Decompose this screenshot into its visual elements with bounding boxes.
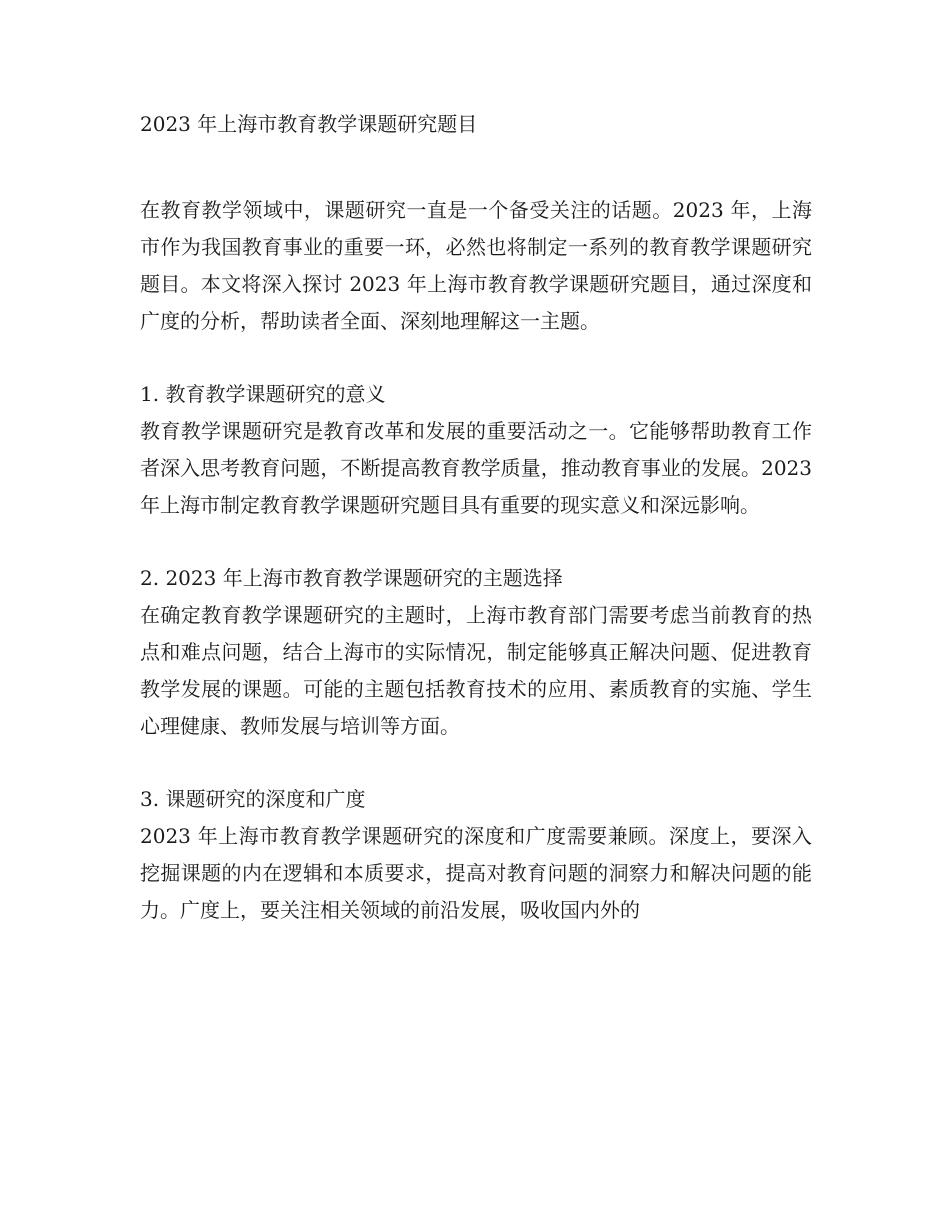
section-heading: 2. 2023 年上海市教育教学课题研究的主题选择 — [140, 566, 563, 590]
intro-paragraph: 在教育教学领域中，课题研究一直是一个备受关注的话题。2023 年，上海市作为我国教育事业的重要一环，必然也将制定一系列的教育教学课题研究题目。本文将深入探讨 2023 年上海市教育教学课题研究题目，通过深度和广度的分析，帮助读者全面、深刻地理解这一主题。 — [140, 198, 812, 333]
section-body: 教育教学课题研究是教育改革和发展的重要活动之一。它能够帮助教育工作者深入思考教育问题，不断提高教育教学质量，推动教育事业的发展。2023 年上海市制定教育教学课题研究题目具有重要的现实意义和深远影响。 — [140, 419, 812, 517]
section-depth-breadth — [140, 781, 812, 929]
section-heading: 3. 课题研究的深度和广度 — [140, 787, 366, 811]
document-content — [140, 104, 812, 929]
section-heading: 1. 教育教学课题研究的意义 — [140, 382, 386, 406]
document-title: 2023 年上海市教育教学课题研究题目 — [140, 112, 478, 136]
section-body: 2023 年上海市教育教学课题研究的深度和广度需要兼顾。深度上，要深入挖掘课题的内在逻辑和本质要求，提高对教育问题的洞察力和解决问题的能力。广度上，要关注相关领域的前沿发展，吸收国内外的 — [140, 824, 812, 922]
section-topic-selection — [140, 560, 812, 745]
section-significance — [140, 376, 812, 524]
section-body: 在确定教育教学课题研究的主题时，上海市教育部门需要考虑当前教育的热点和难点问题，结合上海市的实际情况，制定能够真正解决问题、促进教育教学发展的课题。可能的主题包括教育技术的应用、素质教育的实施、学生心理健康、教师发展与培训等方面。 — [140, 603, 812, 738]
